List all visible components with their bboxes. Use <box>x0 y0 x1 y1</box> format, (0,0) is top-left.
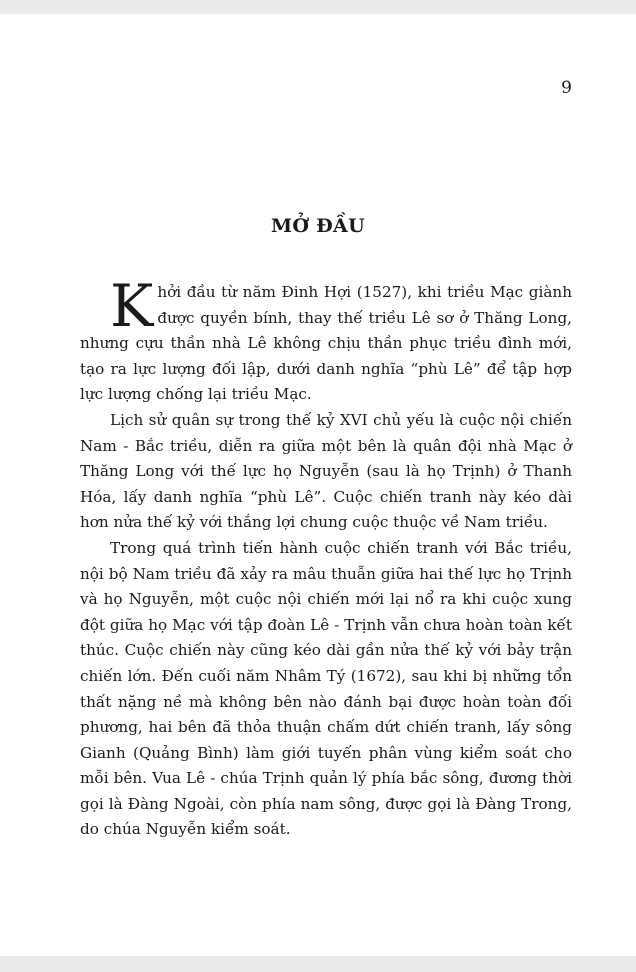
body-text <box>80 272 572 843</box>
page-number: 9 <box>561 78 572 98</box>
book-page <box>0 14 636 956</box>
paragraph-1 <box>80 272 572 408</box>
drop-cap: K <box>110 272 154 340</box>
chapter-title: MỞ ĐẦU <box>271 215 365 237</box>
paragraph-1-text: hởi đầu từ năm Đinh Hợi (1527), khi triều Mạc giành được quyền bính, thay thế triều Lê sơ ở Thăng Long, nhưng cựu thần nhà Lê không chịu thần phục triều đình mới, tạo ra lực lượng đối lập, dưới danh nghĩa “phù Lê” để tập hợp lực lượng chống lại triều Mạc. <box>80 283 572 404</box>
paragraph-3: Trong quá trình tiến hành cuộc chiến tranh với Bắc triều, nội bộ Nam triều đã xảy ra mâu thuẫn giữa hai thế lực họ Trịnh và họ Nguyễn, một cuộc nội chiến mới lại nổ ra khi cuộc xung đột giữa họ Mạc với tập đoàn Lê - Trịnh vẫn chưa hoàn toàn kết thúc. Cuộc chiến này cũng kéo dài gần nửa thế kỷ với bảy trận chiến lớn. Đến cuối năm Nhâm Tý (1672), sau khi bị những tổn thất nặng nề mà không bên nào đánh bại được hoàn toàn đối phương, hai bên đã thỏa thuận chấm dứt chiến tranh, lấy sông Gianh (Quảng Bình) làm giới tuyến phân vùng kiểm soát cho mỗi bên. Vua Lê - chúa Trịnh quản lý phía bắc sông, đương thời gọi là Đàng Ngoài, còn phía nam sông, được gọi là Đàng Trong, do chúa Nguyễn kiểm soát. <box>80 538 572 839</box>
paragraph-2: Lịch sử quân sự trong thế kỷ XVI chủ yếu là cuộc nội chiến Nam - Bắc triều, diễn ra giữa một bên là quân đội nhà Mạc ở Thăng Long với thế lực họ Nguyễn (sau là họ Trịnh) ở Thanh Hóa, lấy danh nghĩa “phù Lê”. Cuộc chiến tranh này kéo dài hơn nửa thế kỷ với thắng lợi chung cuộc thuộc về Nam triều. <box>80 410 572 532</box>
